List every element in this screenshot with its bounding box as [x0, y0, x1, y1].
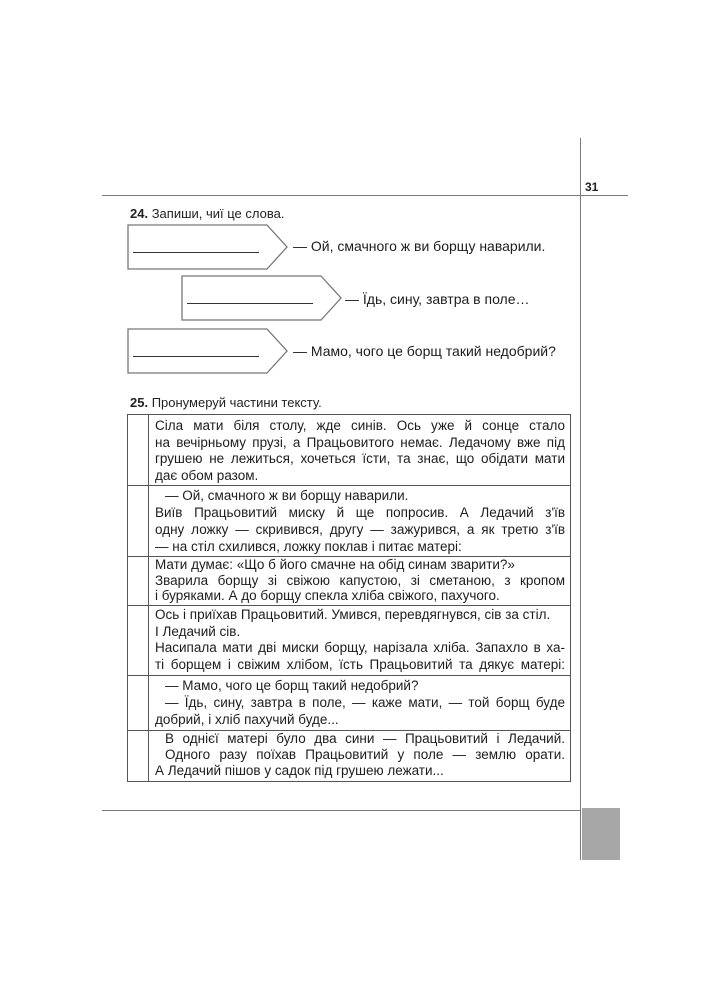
text-line: і буряками. А до борщу спекла хліба свіжого, пахучого.	[155, 588, 500, 603]
margin-rule	[580, 138, 581, 860]
text-part-1	[155, 418, 565, 484]
footer-rule	[102, 810, 580, 811]
text-line: — Їдь, сину, завтра в поле, — каже мати, — той борщ буде	[165, 695, 565, 710]
text-part-4	[155, 607, 565, 673]
text-part-2	[155, 487, 565, 555]
text-line: Ось і приїхав Працьовитий. Умився, перевдягнувся, сів за стіл.	[155, 607, 551, 622]
arrow-shape-2	[181, 275, 343, 321]
text-part-6	[155, 731, 565, 779]
row-divider	[127, 675, 571, 676]
quote-3: — Мамо, чого це борщ такий недобрий?	[293, 343, 556, 359]
task-25-instruction: Пронумеруй частини тексту.	[151, 395, 322, 410]
quote-1: — Ой, смачного ж ви борщу наварили.	[293, 238, 546, 254]
text-line: Насипала мати дві миски борщу, нарізала хліба. Запахло в ха-	[155, 640, 565, 655]
part-number-cell-2[interactable]	[128, 487, 148, 555]
row-divider	[127, 605, 571, 606]
text-line: Виїв Працьовитий миску й ще попросив. А Ледачий з'їв	[155, 505, 565, 520]
text-line: ті борщем і свіжим хлібом, їсть Працьовитий та дякує матері:	[155, 656, 565, 672]
text-line: — Мамо, чого це борщ такий недобрий?	[165, 678, 419, 693]
text-line: — на стіл схилився, ложку поклав і питає матері:	[155, 539, 462, 554]
task-25-number: 25.	[130, 395, 149, 410]
row-divider	[127, 485, 571, 486]
part-number-cell-3[interactable]	[128, 558, 148, 604]
text-line: Зварила борщу зі свіжою капустою, зі сметаною, з кропом	[155, 572, 565, 588]
text-line: одну ложку — скривився, другу — зажурився, а як третю з'їв	[155, 522, 565, 537]
text-line: І Ледачий сів.	[155, 623, 241, 639]
task-24-number: 24.	[130, 206, 149, 221]
part-number-cell-5[interactable]	[128, 677, 148, 729]
answer-arrow-1	[127, 224, 289, 270]
text-line: В однієї матері було два сини — Працьовитий і Ледачий.	[165, 731, 565, 746]
page-number: 31	[585, 180, 599, 194]
quote-2: — Їдь, сину, завтра в поле…	[345, 291, 530, 307]
text-line: добрий, і хліб пахучий буде...	[155, 712, 339, 727]
section-divider	[116, 381, 569, 387]
text-line: Мати думає: «Що б його смачне на обід синам зварити?»	[155, 557, 515, 572]
task-24-instruction: Запиши, чиї це слова.	[151, 206, 285, 221]
text-line: грушею не лежиться, хочеться їсти, та знає, що обідати мати	[155, 451, 565, 466]
answer-line-1[interactable]	[133, 252, 259, 253]
answer-line-3[interactable]	[133, 356, 259, 357]
header-rule	[102, 195, 628, 196]
answer-arrow-3	[127, 328, 289, 374]
text-line: дає обом разом.	[155, 467, 259, 483]
part-number-cell-1[interactable]	[128, 416, 148, 484]
page-edge-tab	[582, 808, 620, 860]
text-line: — Ой, смачного ж ви борщу наварили.	[165, 488, 409, 503]
text-line: Сіла мати біля столу, жде синів. Ось уже й сонце стало	[155, 418, 565, 433]
arrow-shape-3	[127, 328, 289, 374]
task-25-heading	[130, 395, 322, 410]
answer-arrow-2	[181, 275, 343, 321]
answer-line-2[interactable]	[187, 303, 313, 304]
part-number-cell-4[interactable]	[128, 607, 148, 674]
text-part-5	[155, 677, 565, 728]
arrow-shape-1	[127, 224, 289, 270]
text-line: на вечірньому прузі, а Працьовитого немає. Ледачому вже під	[155, 434, 565, 450]
text-line: Одного разу поїхав Працьовитий у поле — землю орати.	[165, 747, 565, 762]
text-part-3	[155, 557, 565, 604]
task-24-heading	[130, 206, 284, 221]
text-line: А Ледачий пішов у садок під грушею лежати...	[155, 763, 444, 778]
part-number-cell-6[interactable]	[128, 732, 148, 780]
